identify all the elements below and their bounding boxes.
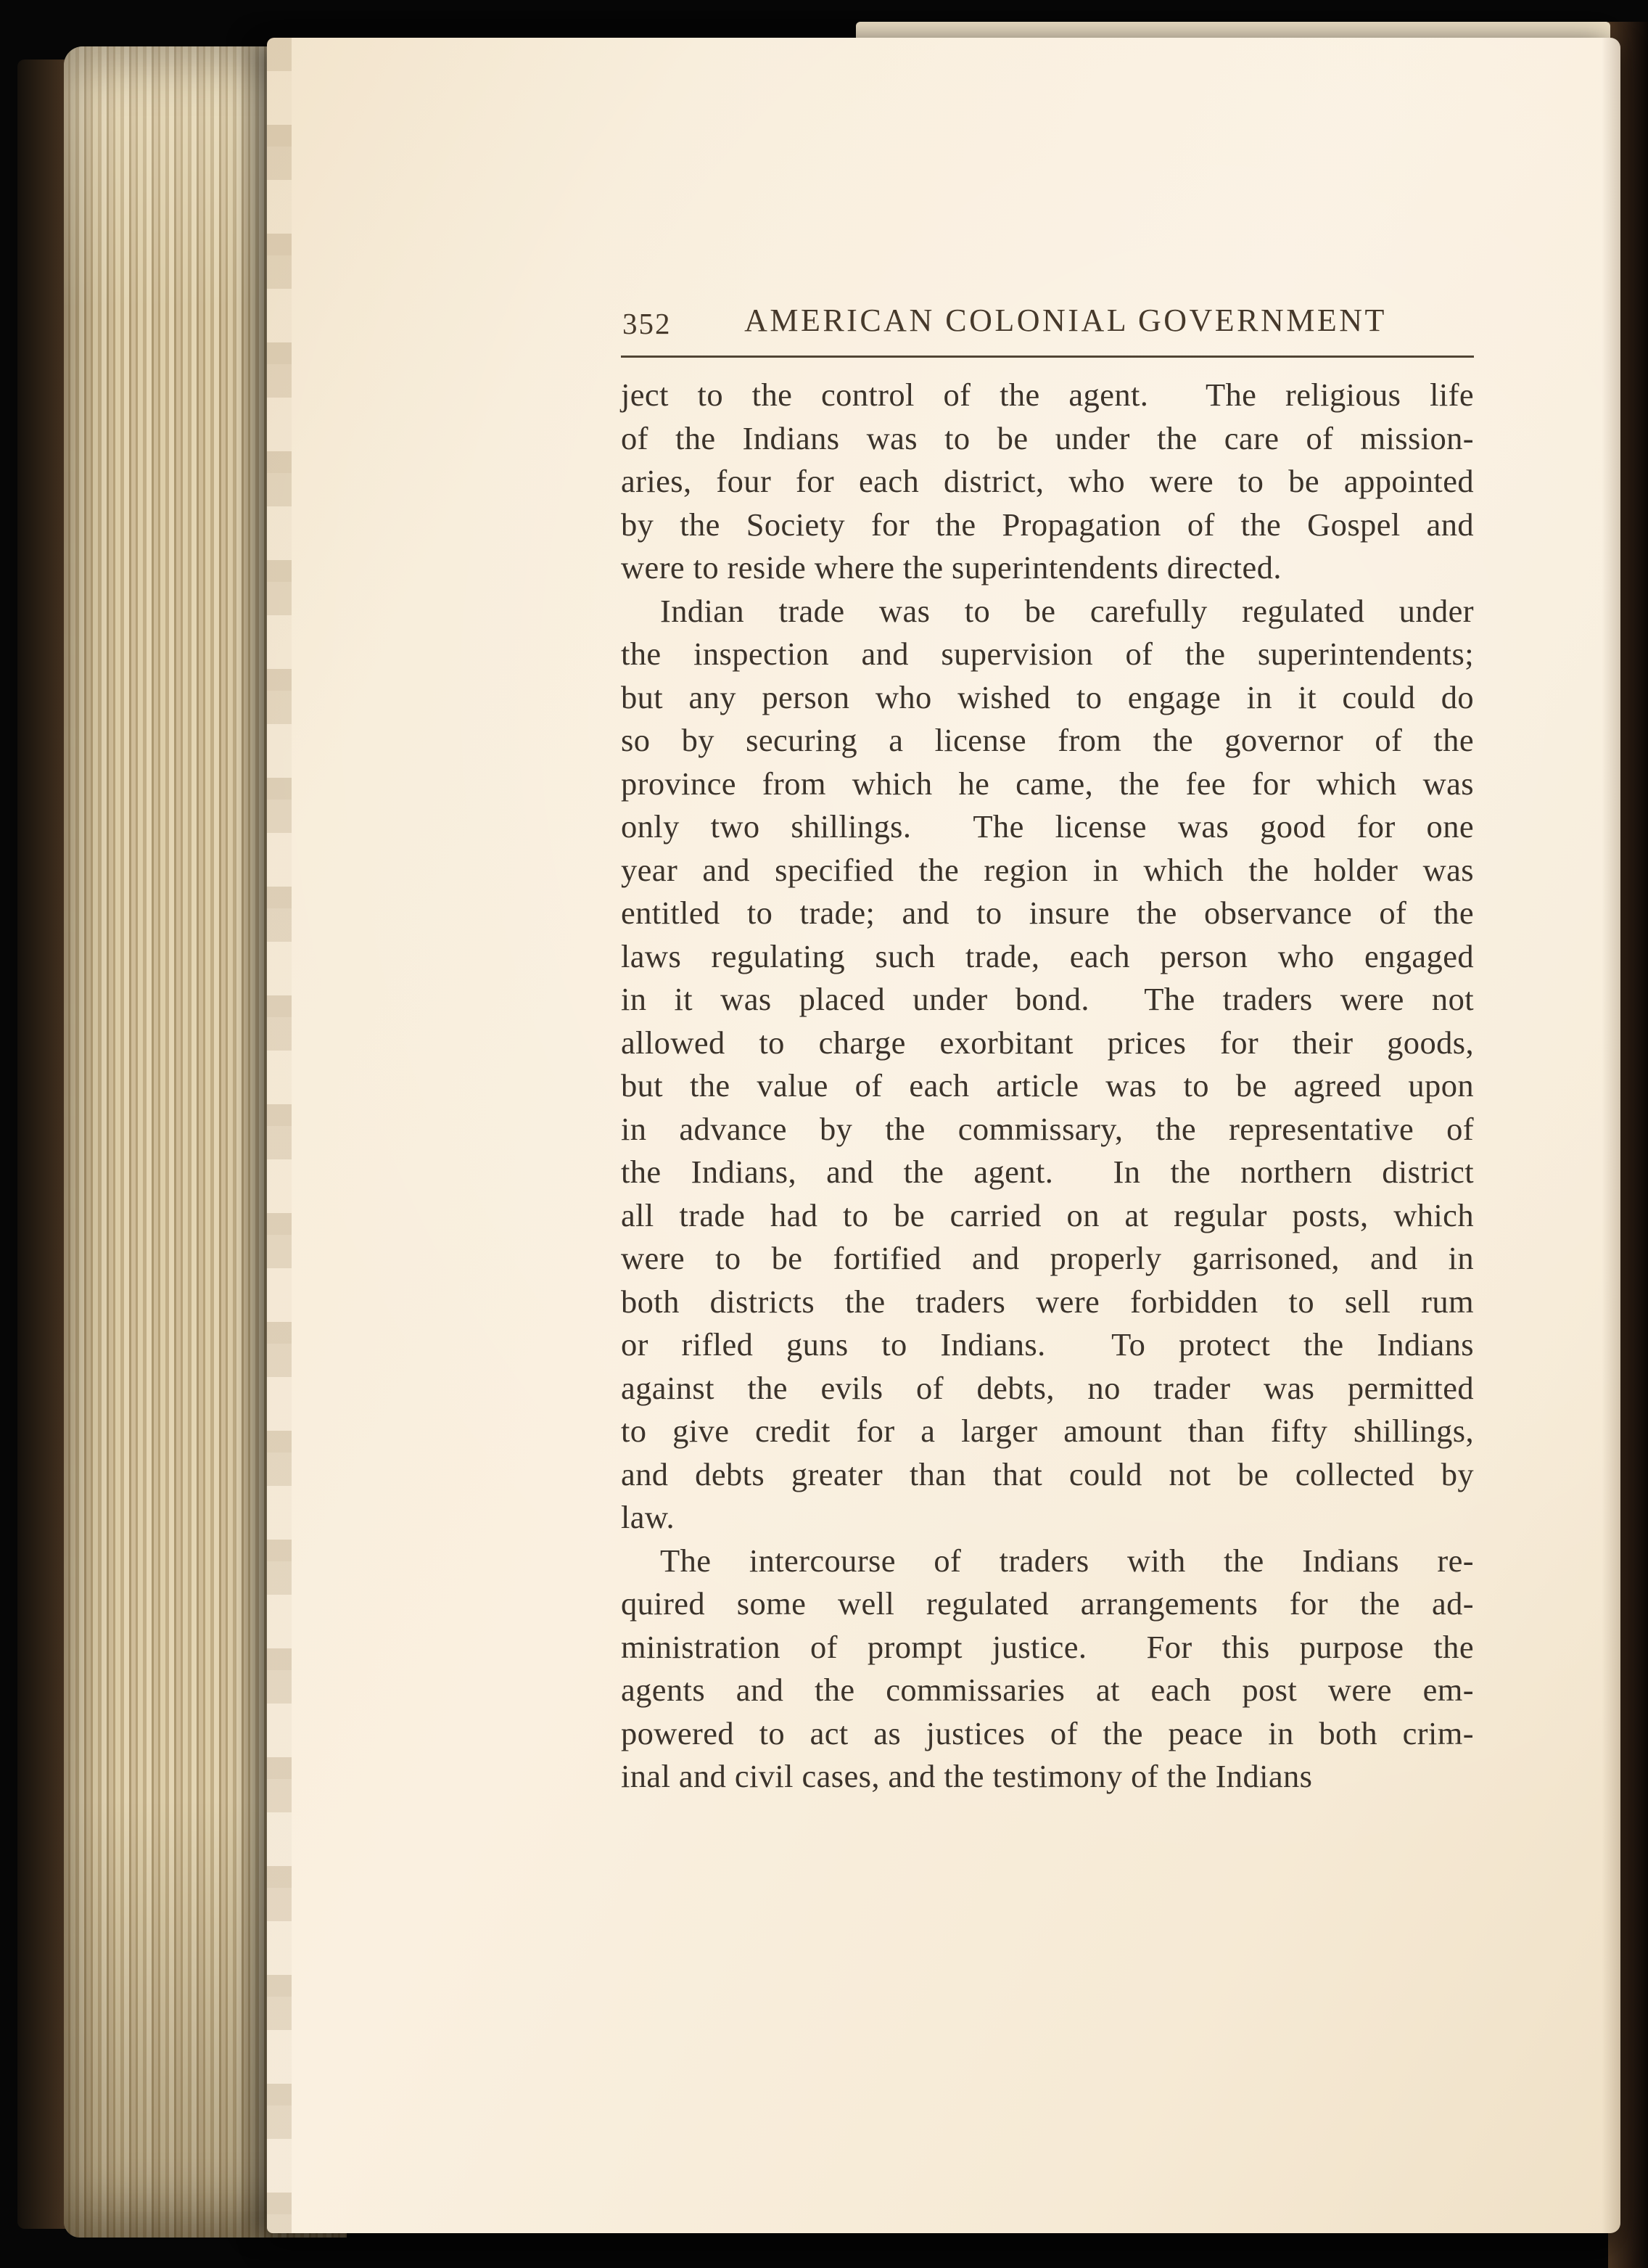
text-line: ject to the control of the agent. The religious life — [621, 377, 1474, 413]
page-header — [621, 302, 1474, 347]
text-line: to give credit for a larger amount than fifty shillings, — [621, 1413, 1474, 1449]
text-line: were to reside where the superintendents directed. — [621, 549, 1282, 586]
text-line: inal and civil cases, and the testimony of the Indians — [621, 1758, 1313, 1794]
text-line: against the evils of debts, no trader was permitted — [621, 1369, 1474, 1406]
text-line: both districts the traders were forbidden to sell rum — [621, 1283, 1474, 1320]
text-line: allowed to charge exorbitant prices for their goods, — [621, 1024, 1474, 1061]
paragraph — [621, 374, 1474, 590]
page-number: 352 — [622, 307, 672, 340]
text-line: the Indians, and the agent. In the northern district — [621, 1154, 1474, 1190]
text-line: or rifled guns to Indians. To protect the Indians — [621, 1326, 1474, 1363]
text-line: province from which he came, the fee for which was — [621, 765, 1474, 802]
text-line: the inspection and supervision of the superintendents; — [621, 636, 1474, 672]
text-line: all trade had to be carried on at regular posts, which — [621, 1196, 1474, 1233]
text-line: only two shillings. The license was good for one — [621, 808, 1474, 845]
text-line: so by securing a license from the governor of the — [621, 722, 1474, 758]
text-line: of the Indians was to be under the care of mission- — [621, 419, 1474, 456]
text-line: aries, four for each district, who were to be appointed — [621, 463, 1474, 499]
text-line: ministration of prompt justice. For this purpose the — [621, 1628, 1474, 1665]
text-column — [621, 302, 1474, 1799]
text-line: but any person who wished to engage in it could do — [621, 678, 1474, 715]
header-rule — [621, 356, 1474, 358]
text-line: quired some well regulated arrangements for the ad- — [621, 1585, 1474, 1622]
text-line: entitled to trade; and to insure the observance of the — [621, 895, 1474, 931]
text-line: Indian trade was to be carefully regulated under — [660, 592, 1474, 629]
book-page — [267, 38, 1620, 2233]
text-line: agents and the commissaries at each post were em- — [621, 1672, 1474, 1708]
text-line: in advance by the commissary, the representative of — [621, 1110, 1474, 1147]
text-line: law. — [621, 1499, 675, 1535]
text-line: The intercourse of traders with the Indians re- — [660, 1542, 1474, 1579]
text-line: laws regulating such trade, each person who engaged — [621, 937, 1474, 974]
paragraph — [621, 1540, 1474, 1799]
text-line: by the Society for the Propagation of the Gospel and — [621, 506, 1474, 543]
text-line: and debts greater than that could not be collected by — [621, 1455, 1474, 1492]
body-text — [621, 374, 1474, 1799]
running-title: AMERICAN COLONIAL GOVERNMENT — [744, 303, 1387, 338]
text-line: year and specified the region in which the holder was — [621, 851, 1474, 888]
text-line: but the value of each article was to be agreed upon — [621, 1067, 1474, 1104]
text-line: were to be fortified and properly garrisoned, and in — [621, 1240, 1474, 1276]
paragraph — [621, 590, 1474, 1540]
text-line: powered to act as justices of the peace in both crim- — [621, 1714, 1474, 1751]
text-line: in it was placed under bond. The traders were not — [621, 981, 1474, 1017]
